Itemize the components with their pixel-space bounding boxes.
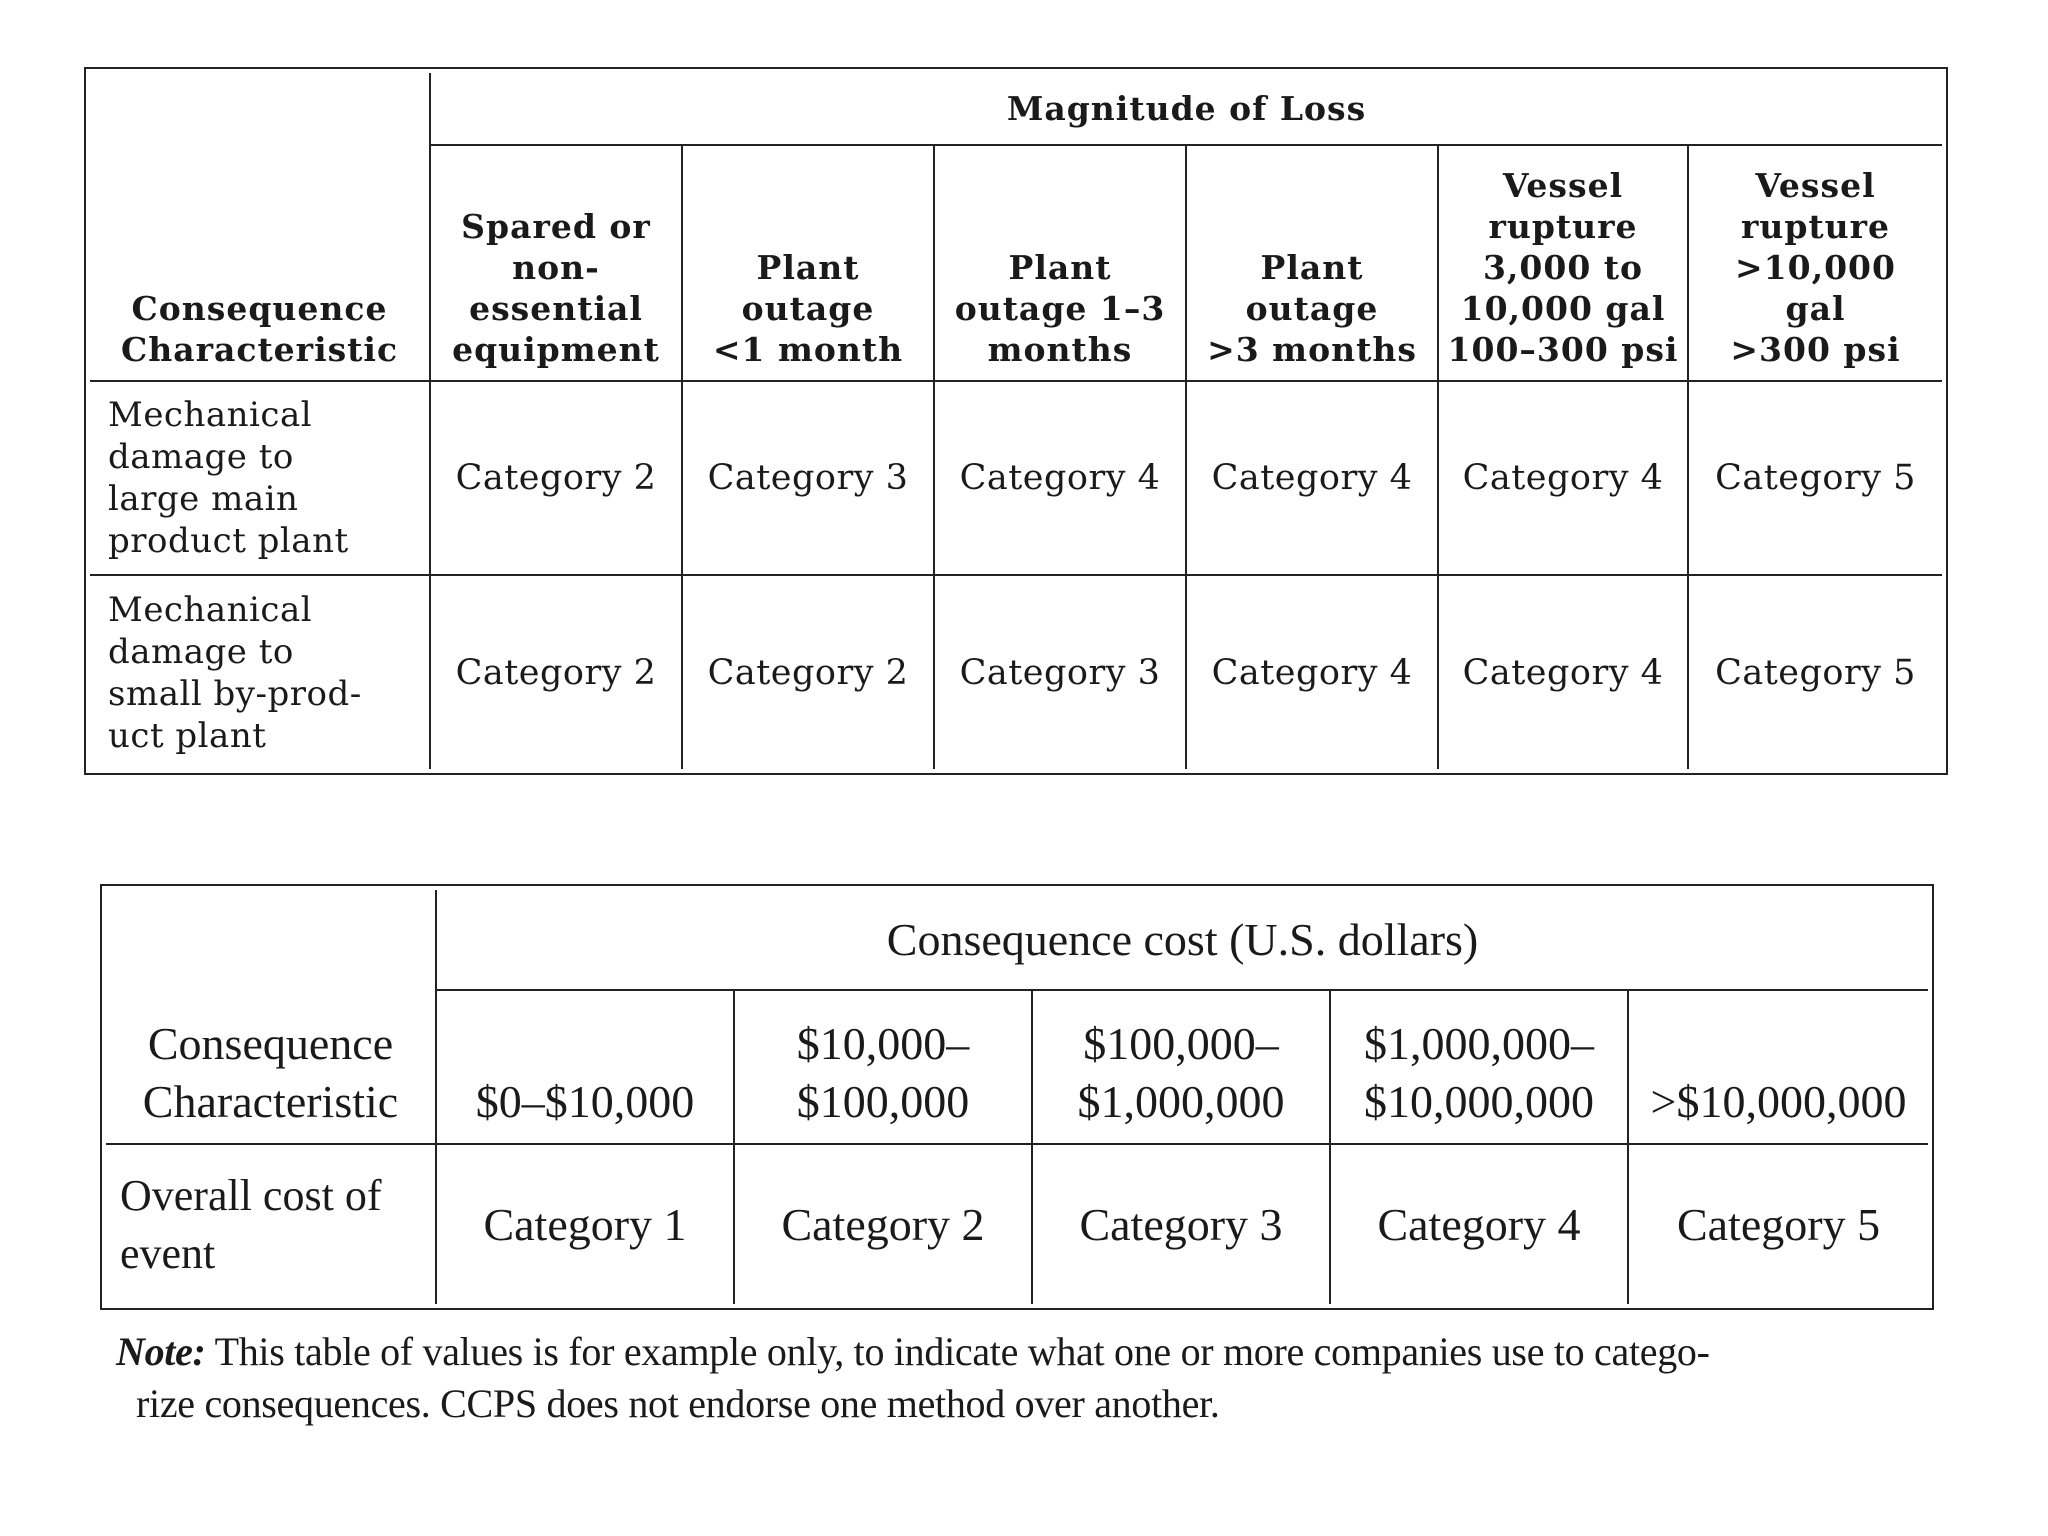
group-header: Consequence cost (U.S. dollars)	[436, 890, 1928, 990]
column-header: $1,000,000– $10,000,000	[1330, 990, 1628, 1144]
category-cell: Category 3	[682, 381, 934, 575]
table-row	[90, 381, 1942, 575]
column-header: Plant outage 1–3 months	[934, 145, 1186, 381]
category-cell: Category 4	[1186, 381, 1438, 575]
magnitude-of-loss-table	[84, 67, 1948, 775]
column-header: Spared or non- essential equipment	[430, 145, 682, 381]
column-header: Vessel rupture 3,000 to 10,000 gal 100–300 psi	[1438, 145, 1688, 381]
category-cell: Category 5	[1688, 575, 1942, 769]
column-header: Plant outage <1 month	[682, 145, 934, 381]
consequence-cost-table	[100, 884, 1934, 1310]
column-header: Vessel rupture >10,000 gal >300 psi	[1688, 145, 1942, 381]
note-text-line-2: rize consequences. CCPS does not endorse one method over another.	[136, 1381, 1220, 1426]
column-header: $10,000– $100,000	[734, 990, 1032, 1144]
row-label: Mechanical damage to small by-prod- uct plant	[90, 575, 430, 769]
category-cell: Category 2	[430, 381, 682, 575]
corner-header: Consequence Characteristic	[106, 890, 436, 1144]
note-label: Note:	[116, 1329, 206, 1374]
category-cell: Category 3	[1032, 1144, 1330, 1304]
category-cell: Category 5	[1688, 381, 1942, 575]
group-header: Magnitude of Loss	[430, 73, 1942, 145]
note-text-line-1: This table of values is for example only, to indicate what one or more companies use to catego-	[214, 1329, 1710, 1374]
corner-header: Consequence Characteristic	[90, 73, 430, 381]
category-cell: Category 2	[430, 575, 682, 769]
column-header: $0–$10,000	[436, 990, 734, 1144]
row-label: Mechanical damage to large main product plant	[90, 381, 430, 575]
category-cell: Category 5	[1628, 1144, 1928, 1304]
column-header: >$10,000,000	[1628, 990, 1928, 1144]
table-row	[90, 575, 1942, 769]
table-note	[116, 1326, 1936, 1430]
column-header: $100,000– $1,000,000	[1032, 990, 1330, 1144]
category-cell: Category 4	[1438, 575, 1688, 769]
category-cell: Category 2	[734, 1144, 1032, 1304]
table-row	[106, 1144, 1928, 1304]
category-cell: Category 4	[934, 381, 1186, 575]
row-label: Overall cost of event	[106, 1144, 436, 1304]
column-header: Plant outage >3 months	[1186, 145, 1438, 381]
category-cell: Category 4	[1438, 381, 1688, 575]
category-cell: Category 2	[682, 575, 934, 769]
category-cell: Category 4	[1186, 575, 1438, 769]
category-cell: Category 4	[1330, 1144, 1628, 1304]
category-cell: Category 3	[934, 575, 1186, 769]
category-cell: Category 1	[436, 1144, 734, 1304]
